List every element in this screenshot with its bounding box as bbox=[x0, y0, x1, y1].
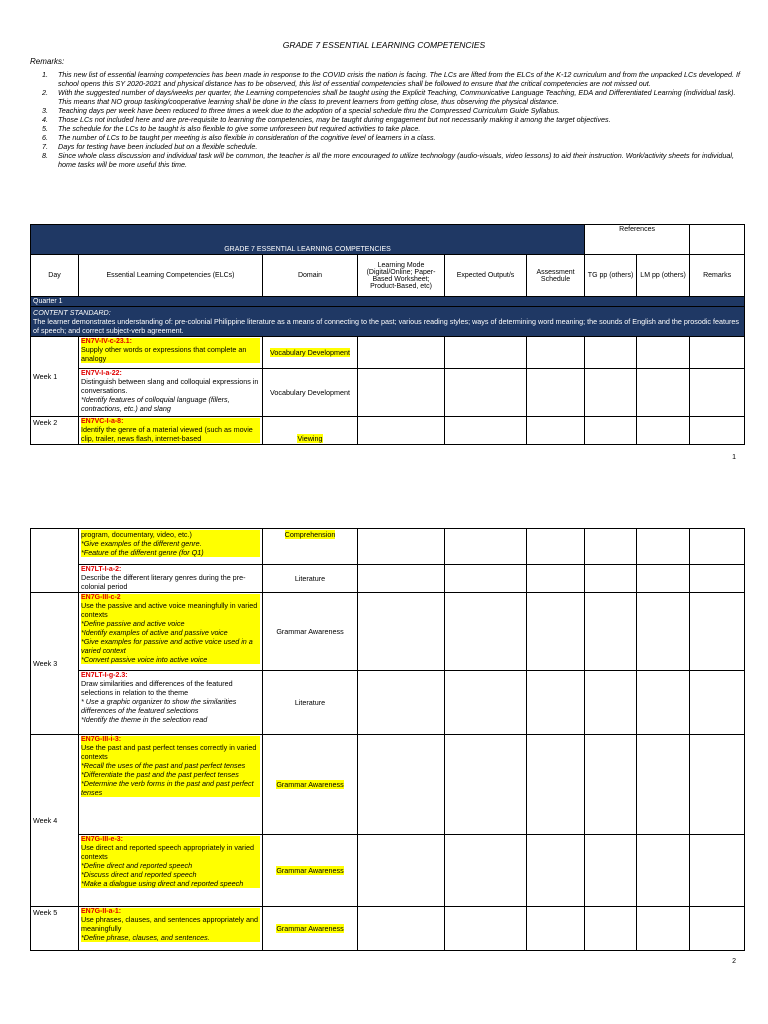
competencies-table-page-1 bbox=[30, 224, 745, 445]
competency-subtext: *Define direct and reported speech bbox=[81, 861, 260, 870]
col-header-domain: Domain bbox=[263, 255, 358, 297]
week-label: Week 5 bbox=[31, 907, 79, 951]
domain-text: Viewing bbox=[297, 434, 323, 443]
competency-subtext: *Identify the theme in the selection read bbox=[81, 715, 208, 724]
remarks-cell bbox=[690, 529, 745, 565]
remarks-label: Remarks: bbox=[30, 57, 65, 66]
domain-text: Vocabulary Development bbox=[270, 388, 350, 397]
tg-cell bbox=[585, 593, 637, 671]
competency-subtext: *Recall the uses of the past and past perfect tenses bbox=[81, 761, 260, 770]
tg-cell bbox=[585, 835, 637, 907]
lm-cell bbox=[637, 735, 690, 835]
week-label: Week 4 bbox=[31, 735, 79, 907]
remarks-cell bbox=[690, 593, 745, 671]
competency-cell bbox=[79, 337, 263, 369]
domain-cell bbox=[263, 593, 358, 671]
week-label bbox=[31, 529, 79, 593]
competency-text: Identify the genre of a material viewed (such as movie clip, trailer, news flash, internet-based bbox=[81, 425, 260, 443]
content-standard bbox=[31, 307, 745, 337]
competency-code: EN7G-III-e-3: bbox=[81, 836, 260, 843]
tg-cell bbox=[585, 337, 637, 369]
remark-text: Since whole class discussion and individual task will be common, the teacher is all the more encouraged to utilize technology (audio-visuals, video lessons) to aid their instruction. Work/activity sheets for individual, home tasks will be more useful this time. bbox=[58, 151, 734, 169]
week-label: Week 1 bbox=[31, 337, 79, 417]
competency-code: EN7VC-I-a-8: bbox=[81, 418, 260, 425]
table-banner: GRADE 7 ESSENTIAL LEARNING COMPETENCIES bbox=[31, 225, 585, 255]
remark-number: 3. bbox=[42, 106, 48, 115]
competency-subtext: *Give examples of the different genre. bbox=[81, 539, 260, 548]
lm-cell bbox=[637, 369, 690, 417]
table-row bbox=[31, 835, 745, 907]
remark-number: 1. bbox=[42, 70, 48, 79]
col-header-day: Day bbox=[31, 255, 79, 297]
remark-text: This new list of essential learning competencies has been made in response to the COVID crisis the nation is facing. The LCs are lifted from the ELCs of the K-12 curriculum and from the unpacked LCs developed. If school opens this SY 2020-2021 and physical distance has to be observed, this list of essential competencies shall be followed to ensure that the critical competencies are not missed out. bbox=[58, 70, 740, 88]
remark-item bbox=[30, 142, 740, 151]
table-row bbox=[31, 565, 745, 593]
table-row bbox=[31, 337, 745, 369]
lm-cell bbox=[637, 671, 690, 735]
assessment-cell bbox=[527, 565, 585, 593]
quarter-label: Quarter 1 bbox=[31, 297, 745, 307]
learning-mode-cell bbox=[358, 835, 445, 907]
table-row bbox=[31, 529, 745, 565]
tg-cell bbox=[585, 565, 637, 593]
references-header: References bbox=[585, 225, 690, 255]
domain-cell bbox=[263, 529, 358, 565]
competency-subtext: *Give examples for passive and active voice used in a varied context bbox=[81, 637, 260, 655]
expected-output-cell bbox=[445, 337, 527, 369]
remarks-cell bbox=[690, 735, 745, 835]
competency-text: Use phrases, clauses, and sentences appropriately and meaningfully bbox=[81, 915, 258, 933]
learning-mode-cell bbox=[358, 907, 445, 951]
table-row bbox=[31, 735, 745, 835]
learning-mode-cell bbox=[358, 593, 445, 671]
expected-output-cell bbox=[445, 529, 527, 565]
tg-cell bbox=[585, 529, 637, 565]
domain-cell bbox=[263, 671, 358, 735]
col-header-learning-mode: Learning Mode (Digital/Online; Paper-Based Worksheet; Product-Based, etc) bbox=[358, 255, 445, 297]
table-row bbox=[31, 907, 745, 951]
competency-code: EN7G-III-c-2 bbox=[81, 594, 260, 601]
remark-item bbox=[30, 115, 740, 124]
assessment-cell bbox=[527, 907, 585, 951]
tg-cell bbox=[585, 907, 637, 951]
remarks-cell bbox=[690, 907, 745, 951]
competency-subtext: * Use a graphic organizer to show the similarities differences of the featured selections bbox=[81, 697, 237, 715]
expected-output-cell bbox=[445, 565, 527, 593]
lm-cell bbox=[637, 835, 690, 907]
competency-text: Use the passive and active voice meaningfully in varied contexts bbox=[81, 601, 260, 619]
assessment-cell bbox=[527, 835, 585, 907]
learning-mode-cell bbox=[358, 735, 445, 835]
header-spacer bbox=[690, 225, 745, 255]
competency-text: Describe the different literary genres during the pre-colonial period bbox=[81, 573, 246, 591]
expected-output-cell bbox=[445, 907, 527, 951]
competency-text: Use direct and reported speech appropriately in varied contexts bbox=[81, 843, 260, 861]
assessment-cell bbox=[527, 337, 585, 369]
lm-cell bbox=[637, 907, 690, 951]
competency-text: Draw similarities and differences of the featured selections in relation to the theme bbox=[81, 679, 233, 697]
col-header-expected-output: Expected Output/s bbox=[445, 255, 527, 297]
domain-cell bbox=[263, 417, 358, 445]
competency-cell bbox=[79, 593, 263, 671]
tg-cell bbox=[585, 369, 637, 417]
competency-cell bbox=[79, 735, 263, 835]
content-standard-text: The learner demonstrates understanding of: pre-colonial Philippine literature as a means of connecting to the past; various reading styles; ways of determining word meaning; the sounds of English and the prosodic features of speech; and correct subject-verb agreement. bbox=[33, 317, 739, 335]
learning-mode-cell bbox=[358, 337, 445, 369]
document-page-1 bbox=[0, 0, 768, 478]
competency-cell bbox=[79, 907, 263, 951]
remark-text: Teaching days per week have been reduced to three times a week due to the adoption of a special schedule thru the Compressed Curriculum Guide Syllabus. bbox=[58, 106, 560, 115]
assessment-cell bbox=[527, 735, 585, 835]
competency-cell bbox=[79, 529, 263, 565]
competency-subtext: *Determine the verb forms in the past and past perfect tenses bbox=[81, 779, 260, 797]
competency-code: EN7V-I-a-22: bbox=[81, 370, 122, 377]
competency-text: Supply other words or expressions that complete an analogy bbox=[81, 345, 260, 363]
expected-output-cell bbox=[445, 835, 527, 907]
remark-item bbox=[30, 70, 740, 88]
competencies-table-page-2 bbox=[30, 528, 745, 951]
assessment-cell bbox=[527, 671, 585, 735]
domain-cell bbox=[263, 835, 358, 907]
page-number: 2 bbox=[732, 958, 736, 965]
expected-output-cell bbox=[445, 417, 527, 445]
domain-text: Literature bbox=[294, 698, 326, 707]
domain-cell bbox=[263, 735, 358, 835]
competency-code: EN7LT-I-g-2.3: bbox=[81, 672, 128, 679]
competency-cell bbox=[79, 565, 263, 593]
remark-text: Days for testing have been included but on a flexible schedule. bbox=[58, 142, 258, 151]
competency-code: EN7G-III-i-3: bbox=[81, 736, 260, 743]
competency-subtext: *Identify features of colloquial language (fillers, contractions, etc.) and slang bbox=[81, 395, 230, 413]
col-header-tg-pp: TG pp (others) bbox=[585, 255, 637, 297]
competency-cell bbox=[79, 835, 263, 907]
learning-mode-cell bbox=[358, 417, 445, 445]
learning-mode-cell bbox=[358, 565, 445, 593]
remark-number: 5. bbox=[42, 124, 48, 133]
learning-mode-cell bbox=[358, 369, 445, 417]
tg-cell bbox=[585, 671, 637, 735]
remark-item bbox=[30, 151, 740, 169]
domain-text: Grammar Awareness bbox=[276, 866, 344, 875]
learning-mode-cell bbox=[358, 671, 445, 735]
col-header-lm-pp: LM pp (others) bbox=[637, 255, 690, 297]
document-title: GRADE 7 ESSENTIAL LEARNING COMPETENCIES bbox=[282, 40, 486, 50]
domain-text: Vocabulary Development bbox=[270, 348, 350, 357]
expected-output-cell bbox=[445, 671, 527, 735]
remark-number: 6. bbox=[42, 133, 48, 142]
col-header-elcs: Essential Learning Competencies (ELCs) bbox=[79, 255, 263, 297]
assessment-cell bbox=[527, 369, 585, 417]
col-header-assessment-schedule: Assessment Schedule bbox=[527, 255, 585, 297]
table-row bbox=[31, 369, 745, 417]
tg-cell bbox=[585, 417, 637, 445]
table-row bbox=[31, 417, 745, 445]
competency-subtext: *Define phrase, clauses, and sentences. bbox=[81, 933, 260, 942]
learning-mode-cell bbox=[358, 529, 445, 565]
remark-text: The schedule for the LCs to be taught is also flexible to give some unforeseen but required activities to take place. bbox=[58, 124, 421, 133]
col-header-remarks: Remarks bbox=[690, 255, 745, 297]
competency-subtext: *Discuss direct and reported speech bbox=[81, 870, 260, 879]
remark-number: 4. bbox=[42, 115, 48, 124]
remark-item bbox=[30, 133, 740, 142]
domain-text: Grammar Awareness bbox=[276, 780, 344, 789]
competency-subtext: *Identify examples of active and passive voice bbox=[81, 628, 260, 637]
competency-code: EN7G-II-a-1: bbox=[81, 908, 260, 915]
domain-text: Comprehension bbox=[284, 530, 336, 539]
tg-cell bbox=[585, 735, 637, 835]
competency-subtext: *Convert passive voice into active voice bbox=[81, 655, 260, 664]
expected-output-cell bbox=[445, 593, 527, 671]
lm-cell bbox=[637, 593, 690, 671]
remarks-cell bbox=[690, 835, 745, 907]
competency-cell bbox=[79, 671, 263, 735]
assessment-cell bbox=[527, 417, 585, 445]
domain-text: Grammar Awareness bbox=[276, 924, 344, 933]
domain-text: Literature bbox=[294, 574, 326, 583]
remark-item bbox=[30, 88, 740, 106]
remark-number: 7. bbox=[42, 142, 48, 151]
domain-cell bbox=[263, 337, 358, 369]
competency-code: EN7LT-I-a-2: bbox=[81, 566, 122, 573]
competency-subtext: *Make a dialogue using direct and reported speech bbox=[81, 879, 260, 888]
competency-subtext: *Define passive and active voice bbox=[81, 619, 260, 628]
remarks-cell bbox=[690, 671, 745, 735]
domain-cell bbox=[263, 907, 358, 951]
competency-text: program, documentary, video, etc.) bbox=[81, 530, 260, 539]
remarks-cell bbox=[690, 417, 745, 445]
competency-cell bbox=[79, 417, 263, 445]
week-label: Week 3 bbox=[31, 593, 79, 735]
remarks-cell bbox=[690, 337, 745, 369]
remark-number: 8. bbox=[42, 151, 48, 160]
competency-code: EN7V-IV-c-23.1: bbox=[81, 338, 260, 345]
table-row bbox=[31, 593, 745, 671]
week-label: Week 2 bbox=[31, 417, 79, 445]
remark-item bbox=[30, 106, 740, 115]
competency-text: Distinguish between slang and colloquial expressions in conversations. bbox=[81, 377, 259, 395]
competency-cell bbox=[79, 369, 263, 417]
competency-subtext: *Differentiate the past and the past perfect tenses bbox=[81, 770, 260, 779]
domain-cell bbox=[263, 369, 358, 417]
assessment-cell bbox=[527, 529, 585, 565]
lm-cell bbox=[637, 417, 690, 445]
remarks-list bbox=[30, 70, 740, 169]
lm-cell bbox=[637, 337, 690, 369]
assessment-cell bbox=[527, 593, 585, 671]
lm-cell bbox=[637, 529, 690, 565]
remark-text: With the suggested number of days/weeks per quarter, the Learning competencies shall be taught using the Explicit Teaching, Communicative Language Teaching, EDA and Differentiated Learning (individual task). This means that NO group tasking/cooperative learning shall be done in the class to prevent learners from getting close, thus observing the physical distance. bbox=[58, 88, 736, 106]
expected-output-cell bbox=[445, 369, 527, 417]
content-standard-label: CONTENT STANDARD: bbox=[33, 308, 111, 317]
remark-text: Those LCs not included here and are pre-requisite to learning the competencies, may be taught during engagement but not necessarily making it among the target objectives. bbox=[58, 115, 611, 124]
remark-item bbox=[30, 124, 740, 133]
expected-output-cell bbox=[445, 735, 527, 835]
lm-cell bbox=[637, 565, 690, 593]
domain-cell bbox=[263, 565, 358, 593]
remark-text: The number of LCs to be taught per meeting is also flexible in consideration of the cognitive level of learners in a class. bbox=[58, 133, 436, 142]
table-row bbox=[31, 671, 745, 735]
competency-subtext: *Feature of the different genre (for Q1) bbox=[81, 548, 260, 557]
competency-text: Use the past and past perfect tenses correctly in varied contexts bbox=[81, 743, 260, 761]
remark-number: 2. bbox=[42, 88, 48, 97]
page-number: 1 bbox=[732, 454, 736, 461]
remarks-cell bbox=[690, 369, 745, 417]
domain-text: Grammar Awareness bbox=[276, 627, 344, 636]
remarks-cell bbox=[690, 565, 745, 593]
